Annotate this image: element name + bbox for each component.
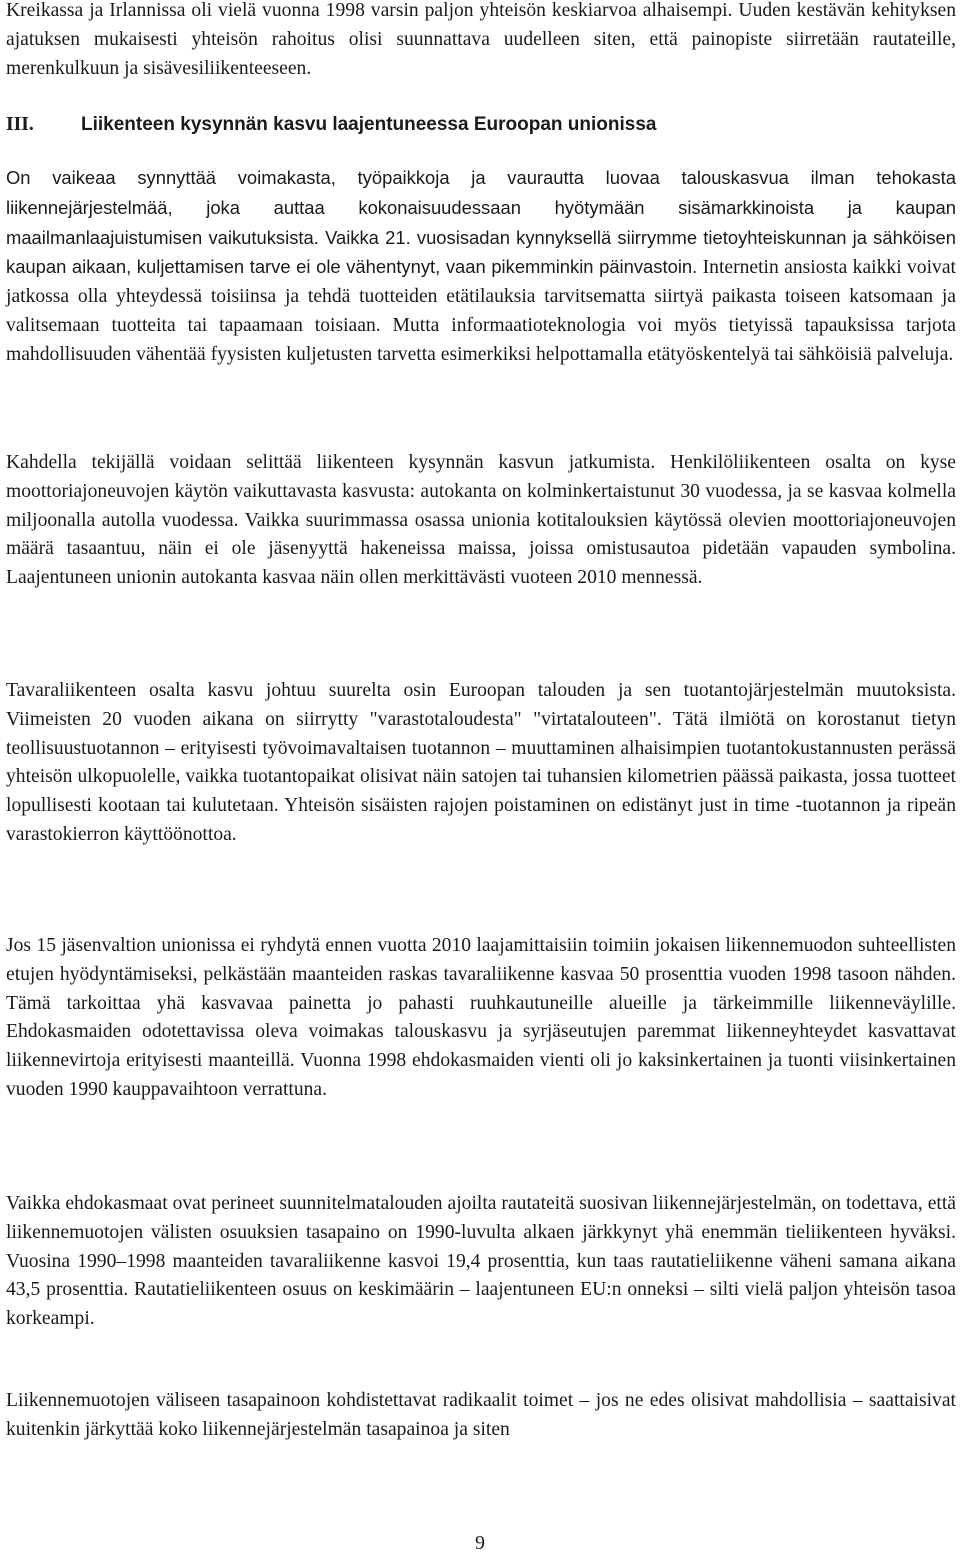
paragraph-4: Jos 15 jäsenvaltion unionissa ei ryhdytä ennen vuotta 2010 laajamittaisiin toimiin jokaisen liikennemuodon suhteellisten etujen hyödyntämiseksi, pelkästään maanteiden raskas tavaraliikenne kasvaa 50 prosenttia vuoden 1998 tasoon nähden. Tämä tarkoittaa yhä kasvavaa painetta jo pahasti ruuhkautuneille alueille ja tärkeimmille liikenneväylille. Ehdokasmaiden odotettavissa oleva voimakas talouskasvu ja syrjäseutujen paremmat liikenneyhteydet kasvattavat liikennevirtoja erityisesti maanteillä. Vuonna 1998 ehdokasmaiden vienti oli jo kaksinkertainen ja tuonti viisinkertainen vuoden 1990 kauppavaihtoon verrattuna. xyxy=(6,935,956,1100)
section-title: Liikenteen kysynnän kasvu laajentuneessa Euroopan unionissa xyxy=(81,114,657,135)
intro-paragraph: Kreikassa ja Irlannissa oli vielä vuonna 1998 varsin paljon yhteisön keskiarvoa alhaisempi. Uuden kestävän kehityksen ajatuksen mukaisesti yhteisön rahoitus olisi suunnattava uudelleen siten, että painopiste siirretään rautateille, merenkulkuun ja sisävesiliikenteeseen. xyxy=(6,0,956,79)
paragraph-1 xyxy=(6,164,956,370)
paragraph-3: Tavaraliikenteen osalta kasvu johtuu suurelta osin Euroopan talouden ja sen tuotantojärjestelmän muutoksista. Viimeisten 20 vuoden aikana on siirrytty "varastotaloudesta" "virtatalouteen". Tätä ilmiötä on korostanut tietyn teollisuustuotannon – erityisesti työvoimavaltaisen tuotannon – muuttaminen alhaisimpien tuotantokustannusten perässä yhteisön ulkopuolelle, vaikka tuotantopaikat olisivat näin satojen tai tuhansien kilometrien päässä paikasta, jossa tuotteet lopullisesti kootaan tai kulutetaan. Yhteisön sisäisten rajojen poistaminen on edistänyt just in time -tuotannon ja ripeän varastokierron käyttöönottoa. xyxy=(6,680,956,845)
page-number: 9 xyxy=(475,1532,485,1554)
paragraph-6: Liikennemuotojen väliseen tasapainoon kohdistettavat radikaalit toimet – jos ne edes olisivat mahdollisia – saattaisivat kuitenkin järkyttää koko liikennejärjestelmän tasapainoa ja siten xyxy=(6,1390,956,1440)
paragraph-1-sans-text: On vaikeaa synnyttää voimakasta, työpaikkoja ja vaurautta luovaa talouskasvua ilman tehokasta liikennejärjestelmää, joka auttaa kokonaisuudessaan hyötymään sisämarkkinoista ja kaupan maailmanlaajuistumisen vaikutuksista. Vaikka 21. vuosisadan kynnyksellä siirrymme tietoyhteiskunnan ja sähköisen kaupan aikaan, kuljettamisen tarve ei ole vähentynyt, vaan pikemminkin päinvastoin. xyxy=(6,167,956,278)
section-number: III. xyxy=(6,114,34,135)
section-heading xyxy=(6,111,956,139)
paragraph-5: Vaikka ehdokasmaat ovat perineet suunnitelmatalouden ajoilta rautateitä suosivan liikennejärjestelmän, on todettava, että liikennemuotojen välisten osuuksien tasapaino on 1990-luvulta alkaen järkkynyt yhä enemmän tieliikenteen hyväksi. Vuosina 1990–1998 maanteiden tavaraliikenne kasvoi 19,4 prosenttia, kun taas rautatieliikenne väheni samana aikana 43,5 prosenttia. Rautatieliikenteen osuus on keskimäärin – laajentuneen EU:n onneksi – silti vielä paljon yhteisön tasoa korkeampi. xyxy=(6,1193,956,1330)
paragraph-1-serif-text: Internetin ansiosta kaikki voivat jatkossa olla yhteydessä toisiinsa ja tehdä tuotteiden etätilauksia tarvitsematta siirtyä paikasta toiseen katsomaan ja valitsemaan tuotteita tai tapaamaan toisiaan. Mutta informaatioteknologia voi myös tietyissä tapauksissa tarjota mahdollisuuden vähentää fyysisten kuljetusten tarvetta esimerkiksi helpottamalla etätyöskentelyä tai sähköisiä palveluja. xyxy=(6,257,956,365)
paragraph-2: Kahdella tekijällä voidaan selittää liikenteen kysynnän kasvun jatkumista. Henkilöliikenteen osalta on kyse moottoriajoneuvojen käytön vaikuttavasta kasvusta: autokanta on kolminkertaistunut 30 vuodessa, ja se kasvaa kolmella miljoonalla autolla vuodessa. Vaikka suurimmassa osassa unionia kotitalouksien käytössä olevien moottoriajoneuvojen määrä tasaantuu, näin ei ole jäsenyyttä hakeneissa maissa, joissa omistusautoa pidetään vapauden symbolina. Laajentuneen unionin autokanta kasvaa näin ollen merkittävästi vuoteen 2010 mennessä. xyxy=(6,452,956,589)
